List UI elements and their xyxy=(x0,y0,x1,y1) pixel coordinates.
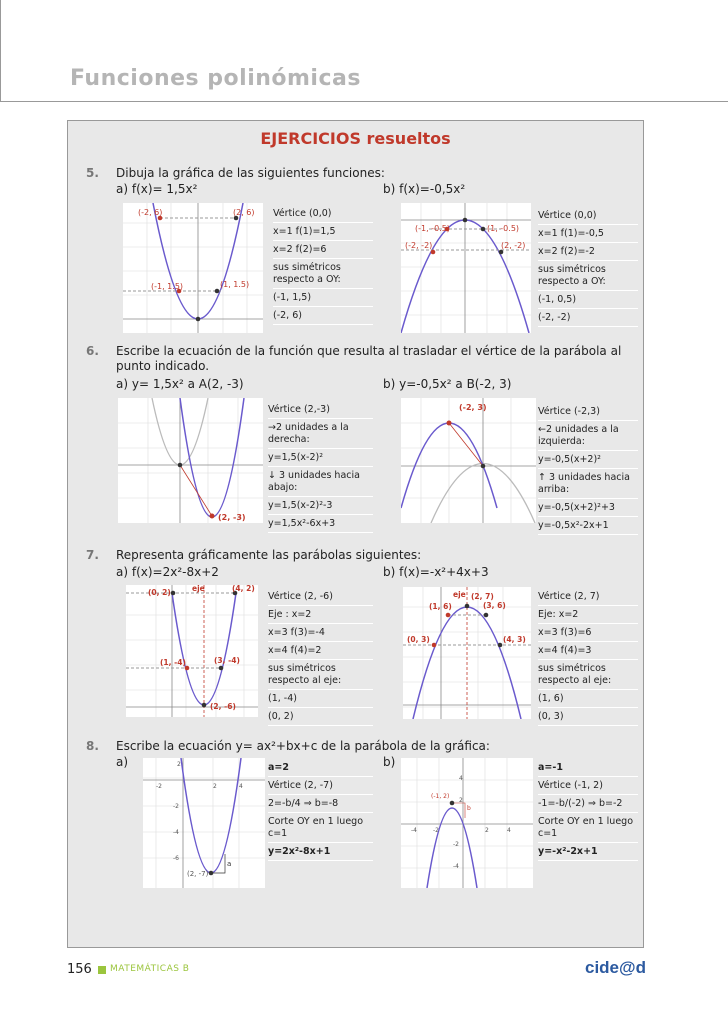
exercise-part-b: b) f(x)=-x²+4x+3 xyxy=(383,565,489,579)
note-line: y=-0,5x²-2x+1 xyxy=(538,519,638,535)
point-label: (2, -6) xyxy=(210,702,236,711)
point xyxy=(481,464,486,469)
note-line: x=3 f(3)=-4 xyxy=(268,626,373,642)
note-line: Vértice (2,-3) xyxy=(268,403,373,419)
point xyxy=(202,703,207,708)
point xyxy=(481,227,486,232)
point-label: (0, 2) xyxy=(148,588,171,597)
axis-label: eje xyxy=(192,585,205,593)
notes-8b xyxy=(538,761,638,863)
exercise-statement: Escribe la ecuación de la función que resulta al trasladar el vértice de la parábola al punto indicado. xyxy=(116,344,622,373)
note-line: Vértice (-2,3) xyxy=(538,405,638,421)
point-label: (2, -2) xyxy=(501,241,526,250)
point xyxy=(447,421,452,426)
point xyxy=(171,591,176,596)
note-line: y=1,5(x-2)² xyxy=(268,451,373,467)
note-line: y=1,5x²-6x+3 xyxy=(268,517,373,533)
point-label: (-1, 2) xyxy=(431,793,450,800)
exercise-statement: Escribe la ecuación y= ax²+bx+c de la parábola de la gráfica: xyxy=(116,739,490,753)
point-label: (1, -0.5) xyxy=(487,224,520,233)
point xyxy=(209,871,214,876)
note-line: ↓ 3 unidades hacia abajo: xyxy=(268,469,373,497)
note-line: →2 unidades a la derecha: xyxy=(268,421,373,449)
tick-label: 4 xyxy=(459,775,463,782)
note-line: y=1,5(x-2)²-3 xyxy=(268,499,373,515)
note-line: (0, 2) xyxy=(268,710,373,726)
point-label: (-2, 6) xyxy=(138,208,163,217)
exercise-part-b: b) y=-0,5x² a B(-2, 3) xyxy=(383,377,512,391)
graph-7a xyxy=(126,585,258,717)
note-line: (-2, 6) xyxy=(273,309,373,325)
note-line: (-1, 1,5) xyxy=(273,291,373,307)
exercise-statement: Representa gráficamente las parábolas siguientes: xyxy=(116,548,422,562)
graph-7b xyxy=(403,587,531,719)
note-line: (-1, 0,5) xyxy=(538,293,638,309)
tick-label: 2 xyxy=(485,827,489,834)
note-line: Vértice (2, 7) xyxy=(538,590,638,606)
note-line: x=3 f(3)=6 xyxy=(538,626,638,642)
exercise-statement: Dibuja la gráfica de las siguientes funciones: xyxy=(116,166,385,180)
point xyxy=(431,250,436,255)
page-number: 156 xyxy=(67,962,92,977)
note-line: sus simétricos respecto al eje: xyxy=(538,662,638,690)
note-line: Vértice (2, -7) xyxy=(268,779,373,795)
tick-label: -2 xyxy=(433,827,439,834)
note-line: ↑ 3 unidades hacia arriba: xyxy=(538,471,638,499)
point-label: (2, 6) xyxy=(233,208,255,217)
notes-5a xyxy=(273,207,373,327)
point-label: (-2, -2) xyxy=(405,241,433,250)
axis-label: eje xyxy=(453,590,466,599)
point-label: (-1, -0.5) xyxy=(415,224,450,233)
exercise-part-a: a) f(x)= 1,5x² xyxy=(116,182,198,196)
tick-label: 2 xyxy=(459,797,463,804)
tick-label: -2 xyxy=(173,803,179,810)
point-label: (4, 2) xyxy=(232,585,255,593)
exercises-box xyxy=(67,120,644,948)
notes-7a xyxy=(268,590,373,728)
note-line: 2=-b/4 ⇒ b=-8 xyxy=(268,797,373,813)
point-label: (4, 3) xyxy=(503,635,526,644)
point-label: (2, -7) xyxy=(187,870,209,878)
note-line: y=-x²-2x+1 xyxy=(538,845,638,861)
point xyxy=(446,613,451,618)
graph-6a xyxy=(118,398,263,523)
notes-6a xyxy=(268,403,373,535)
point-label: (1, 6) xyxy=(429,602,452,611)
notes-5b xyxy=(538,209,638,329)
note-line: Eje : x=2 xyxy=(268,608,373,624)
note-line: Vértice (-1, 2) xyxy=(538,779,638,795)
point-label: (1, 1.5) xyxy=(220,280,250,289)
note-line: (-2, -2) xyxy=(538,311,638,327)
graph-5a xyxy=(123,203,263,333)
note-line: Corte OY en 1 luego c=1 xyxy=(268,815,373,843)
tick-label: 2 xyxy=(213,783,217,790)
note-line: (0, 3) xyxy=(538,710,638,726)
note-line: a=2 xyxy=(268,761,373,777)
cidead-logo: cide@d xyxy=(585,958,646,977)
point xyxy=(210,514,215,519)
tick-label: a xyxy=(227,860,232,868)
note-line: x=1 f(1)=1,5 xyxy=(273,225,373,241)
graph-8a xyxy=(143,758,265,888)
notes-8a xyxy=(268,761,373,863)
note-line: sus simétricos respecto a OY: xyxy=(538,263,638,291)
point-label: (2, 7) xyxy=(471,592,494,601)
note-line: y=-0,5(x+2)²+3 xyxy=(538,501,638,517)
notes-7b xyxy=(538,590,638,728)
point xyxy=(219,666,224,671)
point-label: (2, -3) xyxy=(218,513,246,522)
graph-6b xyxy=(401,398,536,523)
point xyxy=(196,317,201,322)
notes-6b xyxy=(538,405,638,537)
exercise-number: 7. xyxy=(86,548,99,562)
note-line: sus simétricos respecto a OY: xyxy=(273,261,373,289)
exercise-number: 5. xyxy=(86,166,99,180)
note-line: y=-0,5(x+2)² xyxy=(538,453,638,469)
tick-label: 2 xyxy=(177,761,181,768)
point-label: (0, 3) xyxy=(407,635,430,644)
exercise-number: 6. xyxy=(86,344,99,358)
note-line: a=-1 xyxy=(538,761,638,777)
point xyxy=(178,463,183,468)
exercise-part-a: a) xyxy=(116,755,129,769)
point xyxy=(484,613,489,618)
point-label: (-2, 3) xyxy=(459,403,487,412)
tick-label: 4 xyxy=(507,827,511,834)
note-line: y=2x²-8x+1 xyxy=(268,845,373,861)
note-line: Eje: x=2 xyxy=(538,608,638,624)
note-line: x=4 f(4)=2 xyxy=(268,644,373,660)
header-rule-bottom xyxy=(0,101,728,102)
point xyxy=(450,801,455,806)
graph-5b xyxy=(401,203,531,333)
note-line: x=2 f(2)=-2 xyxy=(538,245,638,261)
point-label: (1, -4) xyxy=(160,658,186,667)
graph-8b xyxy=(401,758,533,888)
point xyxy=(215,289,220,294)
tick-label: -2 xyxy=(156,783,162,790)
point-label: (3, 6) xyxy=(483,601,506,610)
tick-label: -4 xyxy=(173,829,179,836)
point-label: (-1, 1.5) xyxy=(151,282,184,291)
note-line: x=4 f(4)=3 xyxy=(538,644,638,660)
exercise-part-a: a) f(x)=2x²-8x+2 xyxy=(116,565,219,579)
note-line: Vértice (2, -6) xyxy=(268,590,373,606)
point xyxy=(465,604,470,609)
exercise-part-a: a) y= 1,5x² a A(2, -3) xyxy=(116,377,244,391)
note-line: Vértice (0,0) xyxy=(273,207,373,223)
note-line: -1=-b/(-2) ⇒ b=-2 xyxy=(538,797,638,813)
point xyxy=(498,643,503,648)
note-line: x=2 f(2)=6 xyxy=(273,243,373,259)
exercise-part-b: b) f(x)=-0,5x² xyxy=(383,182,466,196)
note-line: Vértice (0,0) xyxy=(538,209,638,225)
point xyxy=(432,643,437,648)
point xyxy=(463,218,468,223)
tick-label: -6 xyxy=(173,855,179,862)
tick-label: -2 xyxy=(453,841,459,848)
footer-label: MATEMÁTICAS B xyxy=(110,964,190,974)
point-label: (3, -4) xyxy=(214,656,240,665)
tick-label: 4 xyxy=(239,783,243,790)
point xyxy=(499,250,504,255)
page-title: Funciones polinómicas xyxy=(70,66,361,91)
note-line: Corte OY en 1 luego c=1 xyxy=(538,815,638,843)
header-rule-top xyxy=(0,0,1,102)
tick-label: b xyxy=(467,805,471,812)
exercise-part-b: b) xyxy=(383,755,396,769)
note-line: (1, -4) xyxy=(268,692,373,708)
tick-label: -4 xyxy=(453,863,459,870)
footer-square-icon xyxy=(98,966,106,974)
exercise-number: 8. xyxy=(86,739,99,753)
tick-label: -4 xyxy=(411,827,417,834)
note-line: ←2 unidades a la izquierda: xyxy=(538,423,638,451)
note-line: (1, 6) xyxy=(538,692,638,708)
note-line: sus simétricos respecto al eje: xyxy=(268,662,373,690)
box-title: EJERCICIOS resueltos xyxy=(260,129,451,148)
note-line: x=1 f(1)=-0,5 xyxy=(538,227,638,243)
